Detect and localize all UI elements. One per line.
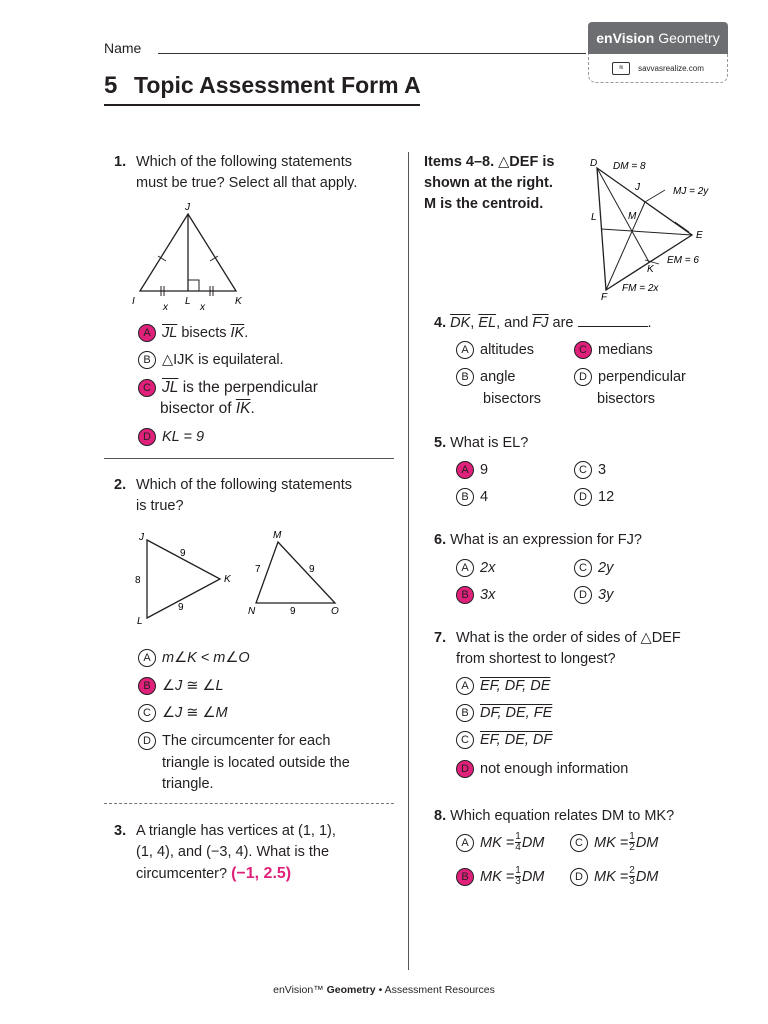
- option-period: .: [250, 400, 255, 417]
- option-text: 3x: [480, 587, 496, 603]
- triangles-jkl-mno-figure: [130, 528, 350, 628]
- option-text: DM: [635, 834, 659, 851]
- label-e: E: [696, 230, 703, 241]
- option-text: DM: [521, 834, 545, 851]
- side-jl: 8: [135, 575, 141, 586]
- option-text: is the perpendicular: [182, 379, 318, 396]
- brand-url-box: [588, 54, 728, 83]
- q1-option-d[interactable]: [138, 428, 204, 446]
- q4-option-a[interactable]: [456, 341, 534, 359]
- q2-option-d-line2: triangle is located outside the: [162, 755, 350, 771]
- option-text: DF, DE, FE: [480, 705, 553, 721]
- bubble-c[interactable]: C: [570, 834, 588, 852]
- fraction: [515, 832, 521, 853]
- bubble-a[interactable]: A: [456, 677, 474, 695]
- bubble-c[interactable]: C: [138, 379, 156, 397]
- numerator: 1: [515, 865, 521, 876]
- bubble-b[interactable]: B: [456, 368, 474, 386]
- label-x: x: [163, 302, 168, 313]
- bubble-d[interactable]: D: [574, 488, 592, 506]
- brand-name: enVision: [596, 30, 655, 46]
- label-k: K: [235, 296, 242, 307]
- side-jk: 9: [180, 548, 186, 559]
- option-text: KL = 9: [162, 429, 205, 445]
- fraction: [629, 866, 635, 887]
- question-period: .: [647, 315, 652, 331]
- option-text: EF, DE, DF: [480, 732, 553, 748]
- items-text: shown at the right.: [424, 175, 553, 191]
- fraction: [629, 832, 635, 853]
- question-text: are: [552, 315, 574, 331]
- question-number: 3.: [114, 823, 127, 839]
- fraction: [515, 866, 521, 887]
- label-mj: MJ = 2y: [673, 186, 709, 197]
- bubble-a[interactable]: A: [138, 649, 156, 667]
- bubble-c[interactable]: C: [574, 461, 592, 479]
- q1-option-c-line2: [160, 400, 255, 418]
- footer-brand-bold: Geometry: [326, 984, 376, 996]
- question-number: 4.: [434, 315, 447, 331]
- q6-option-a[interactable]: [456, 559, 495, 577]
- option-text: △IJK is equilateral.: [162, 352, 284, 368]
- bubble-c[interactable]: C: [138, 704, 156, 722]
- label-l: L: [591, 212, 597, 223]
- question-text: Which of the following statements: [136, 477, 352, 493]
- question-3: [114, 821, 404, 887]
- footer-text: • Assessment Resources: [378, 984, 495, 996]
- q4-option-d[interactable]: [574, 368, 686, 386]
- topic-number: 5: [104, 72, 118, 99]
- bubble-b[interactable]: B: [456, 704, 474, 722]
- bubble-a[interactable]: A: [456, 834, 474, 852]
- bubble-d[interactable]: D: [570, 868, 588, 886]
- option-text: MK =: [594, 868, 629, 885]
- triangle-ijk-figure: [128, 198, 256, 314]
- question-text: Which of the following statements: [136, 154, 352, 170]
- label-j: J: [185, 202, 190, 213]
- q5-option-b[interactable]: [456, 488, 488, 506]
- denominator: 4: [515, 842, 521, 853]
- q1-option-b[interactable]: [138, 351, 284, 369]
- question-text: Which equation relates DM to MK?: [450, 808, 675, 824]
- label-o: O: [331, 606, 339, 617]
- question-text: from shortest to longest?: [456, 651, 616, 667]
- label-k: K: [647, 264, 654, 275]
- side-kl: 9: [178, 602, 184, 613]
- option-text: bisects: [181, 325, 227, 341]
- question-number: 7.: [434, 630, 447, 646]
- option-text: angle: [480, 369, 516, 385]
- label-fm: FM = 2x: [622, 283, 659, 294]
- label-f: F: [601, 292, 608, 302]
- q6-option-d[interactable]: [574, 586, 613, 604]
- question-4: [434, 313, 652, 334]
- label-d: D: [590, 158, 598, 169]
- question-1: [114, 152, 404, 196]
- option-text: medians: [598, 342, 653, 358]
- question-6: [434, 530, 642, 551]
- option-text: MK =: [594, 834, 629, 851]
- bubble-d[interactable]: D: [138, 732, 156, 750]
- label-j: J: [139, 532, 144, 543]
- bubble-c[interactable]: C: [574, 559, 592, 577]
- option-text: ∠J ≅ ∠M: [162, 705, 228, 721]
- label-j: J: [635, 182, 640, 193]
- answer-blank[interactable]: [578, 326, 648, 327]
- option-text: perpendicular: [598, 369, 686, 385]
- q7-option-a[interactable]: [456, 677, 550, 695]
- bubble-a[interactable]: A: [456, 461, 474, 479]
- footer-brand: enVision™: [273, 984, 324, 996]
- denominator: 3: [515, 876, 521, 887]
- page-footer: [0, 984, 768, 996]
- option-text: not enough information: [480, 761, 629, 777]
- question-8: [434, 806, 674, 827]
- segment-fj: $\overline{FJ}$: [532, 315, 549, 331]
- title-rule: [104, 104, 420, 106]
- label-k: K: [224, 574, 231, 585]
- brand-suffix: Geometry: [658, 30, 720, 46]
- segment-jl: $\overline{JL}$: [162, 325, 178, 341]
- segment-jl: $\overline{JL}$: [162, 379, 179, 396]
- option-text: The circumcenter for each: [162, 733, 331, 749]
- question-2: [114, 475, 404, 519]
- segment-ik: $\overline{IK}$: [230, 325, 245, 341]
- q2-option-d-line3: triangle.: [162, 776, 214, 792]
- q5-option-d[interactable]: [574, 488, 614, 506]
- items-text: Items 4–8. △DEF is: [424, 154, 555, 170]
- q4-option-b[interactable]: [456, 368, 515, 386]
- q7-option-b[interactable]: [456, 704, 552, 722]
- bubble-d[interactable]: D: [138, 428, 156, 446]
- numerator: 1: [515, 831, 521, 842]
- question-text: and: [504, 315, 529, 331]
- option-text: DM: [521, 868, 545, 885]
- label-l: L: [137, 616, 143, 627]
- label-l: L: [185, 296, 191, 307]
- option-text: bisector of: [160, 400, 232, 417]
- denominator: 3: [629, 876, 635, 887]
- side-mn: 7: [255, 564, 261, 575]
- question-7: [434, 628, 754, 672]
- bubble-d[interactable]: D: [574, 586, 592, 604]
- label-m: M: [628, 211, 637, 222]
- q2-option-b[interactable]: [138, 677, 224, 695]
- name-field-line[interactable]: [158, 53, 586, 54]
- side-no: 9: [290, 606, 296, 617]
- q4-option-b-line2: bisectors: [483, 391, 542, 407]
- q8-option-b[interactable]: [456, 866, 544, 887]
- name-label: Name: [104, 40, 142, 56]
- bubble-b[interactable]: B: [138, 351, 156, 369]
- option-text: 2x: [480, 560, 496, 576]
- label-x: x: [200, 302, 205, 313]
- comma: ,: [470, 315, 475, 331]
- option-text: MK =: [480, 868, 515, 885]
- q8-option-c[interactable]: [570, 832, 658, 853]
- denominator: 2: [629, 842, 635, 853]
- label-m: M: [273, 530, 282, 541]
- items-text: M is the centroid.: [424, 196, 544, 212]
- items-header: [424, 152, 554, 215]
- option-text: 3: [598, 462, 607, 478]
- option-text: 4: [480, 489, 489, 505]
- numerator: 2: [629, 865, 635, 876]
- bubble-d[interactable]: D: [574, 368, 592, 386]
- option-text: EF, DF, DE: [480, 678, 551, 694]
- label-n: N: [248, 606, 256, 617]
- question-text: What is the order of sides of △DEF: [456, 630, 681, 646]
- segment-el: $\overline{EL}$: [478, 315, 497, 331]
- question-number: 1.: [114, 154, 127, 170]
- q6-option-b[interactable]: [456, 586, 495, 604]
- question-number: 5.: [434, 435, 447, 451]
- question-text: must be true? Select all that apply.: [136, 175, 358, 191]
- question-text: What is EL?: [450, 435, 529, 451]
- option-text: 3y: [598, 587, 614, 603]
- segment-dk: $\overline{DK}$: [450, 315, 471, 331]
- label-dm: DM = 8: [613, 161, 646, 172]
- brand-url: savvasrealize.com: [638, 63, 704, 73]
- bubble-a[interactable]: A: [456, 559, 474, 577]
- q4-option-d-line2: bisectors: [597, 391, 656, 407]
- divider: [104, 458, 394, 459]
- question-text: What is an expression for FJ?: [450, 532, 642, 548]
- comma: ,: [496, 315, 501, 331]
- label-em: EM = 6: [667, 255, 699, 266]
- q8-option-d[interactable]: [570, 866, 658, 887]
- option-text: 2y: [598, 560, 614, 576]
- answer-text: (−1, 2.5): [231, 865, 292, 882]
- option-text: 12: [598, 489, 615, 505]
- page-title: Topic Assessment Form A: [134, 72, 421, 98]
- bubble-b[interactable]: B: [456, 586, 474, 604]
- label-i: I: [132, 296, 135, 307]
- bubble-b[interactable]: B: [456, 488, 474, 506]
- q2-option-a[interactable]: [138, 649, 250, 667]
- question-number: 2.: [114, 477, 127, 493]
- question-text: (1, 4), and (−3, 4). What is the: [136, 844, 330, 860]
- question-text-line3: [136, 863, 291, 885]
- question-5: [434, 433, 528, 454]
- side-mo: 9: [309, 564, 315, 575]
- q1-option-c[interactable]: [138, 379, 318, 397]
- option-text: MK =: [480, 834, 515, 851]
- q2-option-d[interactable]: [138, 732, 330, 750]
- q8-option-a[interactable]: [456, 832, 544, 853]
- q7-option-c[interactable]: [456, 731, 552, 749]
- bubble-a[interactable]: A: [456, 341, 474, 359]
- q7-option-d[interactable]: [456, 760, 628, 778]
- segment-ik: $\overline{IK}$: [235, 400, 251, 417]
- question-text: A triangle has vertices at (1, 1),: [136, 823, 336, 839]
- bubble-b[interactable]: B: [138, 677, 156, 695]
- option-period: .: [244, 325, 249, 341]
- q2-option-c[interactable]: [138, 704, 228, 722]
- divider: [104, 803, 394, 804]
- column-divider: [408, 152, 409, 970]
- q4-option-c[interactable]: [574, 341, 653, 359]
- q5-option-a[interactable]: [456, 461, 488, 479]
- option-text: ∠J ≅ ∠L: [162, 678, 224, 694]
- q6-option-c[interactable]: [574, 559, 613, 577]
- q5-option-c[interactable]: [574, 461, 606, 479]
- option-text: 9: [480, 462, 489, 478]
- triangle-def-figure: [585, 152, 720, 302]
- question-number: 6.: [434, 532, 447, 548]
- bubble-c[interactable]: C: [574, 341, 592, 359]
- question-number: 8.: [434, 808, 447, 824]
- q1-option-a[interactable]: [138, 324, 248, 342]
- bubble-b[interactable]: B: [456, 868, 474, 886]
- device-icon: ≋: [612, 62, 630, 75]
- option-text: altitudes: [480, 342, 535, 358]
- bubble-d[interactable]: D: [456, 760, 474, 778]
- brand-logo: [588, 22, 728, 54]
- numerator: 1: [629, 831, 635, 842]
- question-text: is true?: [136, 498, 184, 514]
- bubble-c[interactable]: C: [456, 731, 474, 749]
- question-text: circumcenter?: [136, 866, 228, 882]
- bubble-a[interactable]: A: [138, 324, 156, 342]
- option-text: m∠K < m∠O: [162, 650, 250, 666]
- option-text: DM: [635, 868, 659, 885]
